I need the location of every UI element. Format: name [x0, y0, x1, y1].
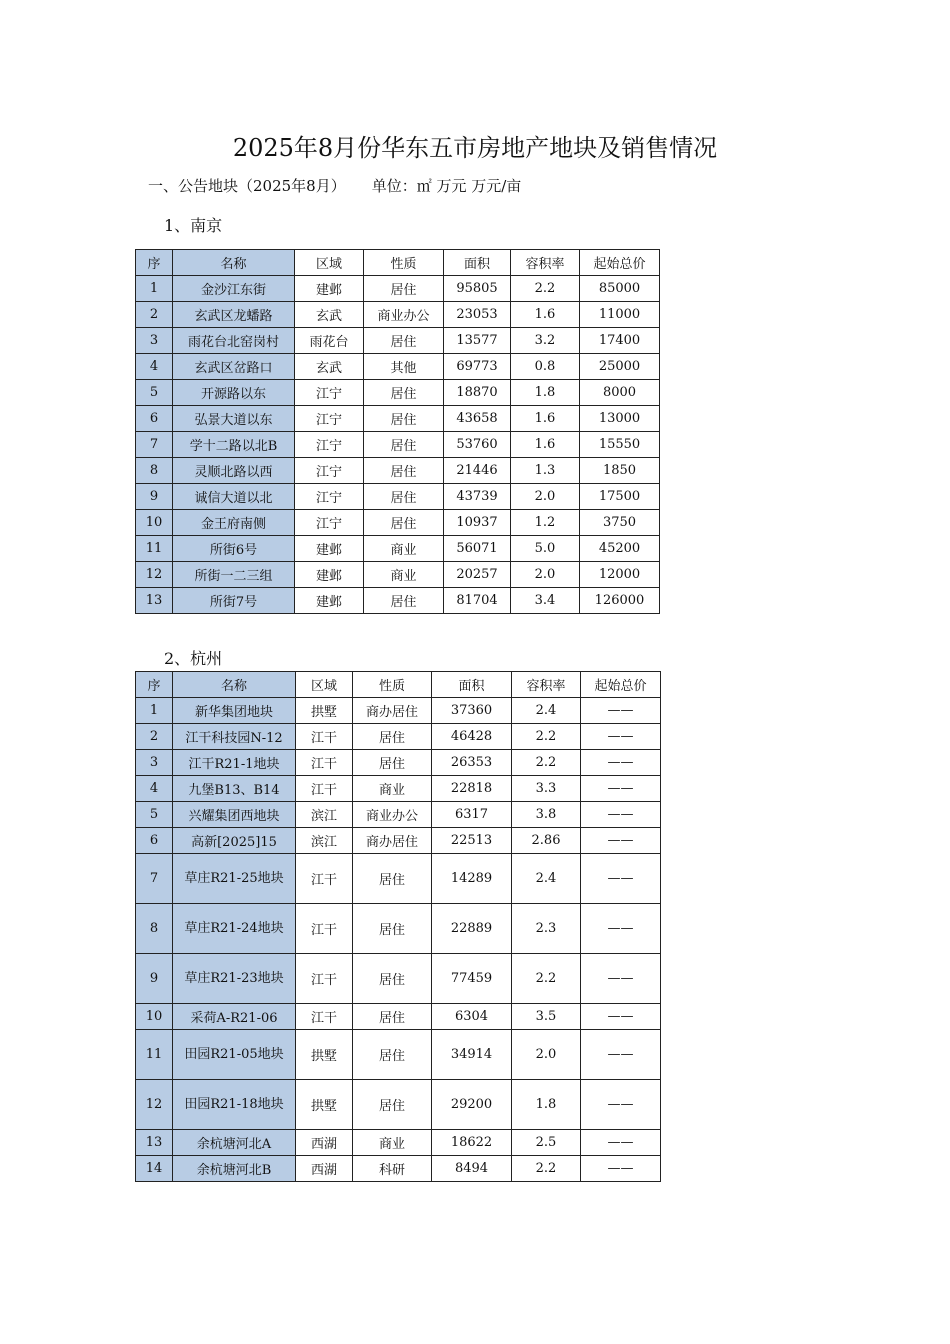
cell-index: 13	[136, 588, 173, 614]
table-row	[136, 750, 661, 776]
cell-area: 6304	[432, 1004, 512, 1030]
header-type: 性质	[364, 250, 444, 276]
cell-area: 34914	[432, 1030, 512, 1080]
hangzhou-land-table	[135, 671, 661, 1182]
cell-plot-ratio: 2.0	[512, 1030, 581, 1080]
cell-start-price: 12000	[580, 562, 660, 588]
cell-name: 所街7号	[173, 588, 295, 614]
table-row	[136, 536, 660, 562]
cell-type: 居住	[364, 328, 444, 354]
cell-plot-ratio: 3.5	[512, 1004, 581, 1030]
cell-start-price: ——	[581, 1130, 661, 1156]
cell-district: 江宁	[295, 380, 364, 406]
cell-start-price: ——	[581, 724, 661, 750]
cell-type: 居住	[353, 854, 432, 904]
cell-start-price: 45200	[580, 536, 660, 562]
cell-type: 居住	[364, 406, 444, 432]
cell-type: 居住	[353, 1080, 432, 1130]
cell-plot-ratio: 2.2	[512, 954, 581, 1004]
cell-name: 田园R21-18地块	[173, 1080, 296, 1130]
cell-index: 13	[136, 1130, 173, 1156]
cell-district: 江干	[296, 724, 353, 750]
cell-type: 居住	[364, 276, 444, 302]
cell-district: 雨花台	[295, 328, 364, 354]
cell-area: 22513	[432, 828, 512, 854]
cell-start-price: 8000	[580, 380, 660, 406]
header-plot-ratio: 容积率	[512, 672, 581, 698]
cell-start-price: ——	[581, 1156, 661, 1182]
cell-name: 玄武区龙蟠路	[173, 302, 295, 328]
header-start-price: 起始总价	[581, 672, 661, 698]
page-title: 2025年8月份华东五市房地产地块及销售情况	[232, 134, 718, 162]
cell-start-price: ——	[581, 1030, 661, 1080]
cell-area: 77459	[432, 954, 512, 1004]
table-row	[136, 776, 661, 802]
table-row	[136, 1030, 661, 1080]
cell-district: 拱墅	[296, 698, 353, 724]
cell-type: 居住	[353, 954, 432, 1004]
nanjing-land-table	[135, 249, 660, 614]
cell-start-price: 126000	[580, 588, 660, 614]
cell-name: 江干科技园N-12	[173, 724, 296, 750]
header-start-price: 起始总价	[580, 250, 660, 276]
header-district: 区域	[295, 250, 364, 276]
cell-start-price: ——	[581, 1004, 661, 1030]
cell-name: 玄武区岔路口	[173, 354, 295, 380]
cell-area: 22889	[432, 904, 512, 954]
cell-area: 22818	[432, 776, 512, 802]
table-header-row	[136, 672, 661, 698]
table-row	[136, 562, 660, 588]
cell-district: 江宁	[295, 484, 364, 510]
cell-area: 8494	[432, 1156, 512, 1182]
cell-start-price: 17500	[580, 484, 660, 510]
header-area: 面积	[432, 672, 512, 698]
cell-plot-ratio: 2.3	[512, 904, 581, 954]
table-row	[136, 1004, 661, 1030]
cell-type: 居住	[364, 380, 444, 406]
cell-district: 江干	[296, 750, 353, 776]
cell-district: 玄武	[295, 302, 364, 328]
cell-index: 3	[136, 750, 173, 776]
cell-area: 37360	[432, 698, 512, 724]
cell-start-price: ——	[581, 750, 661, 776]
cell-name: 诚信大道以北	[173, 484, 295, 510]
cell-name: 开源路以东	[173, 380, 295, 406]
cell-index: 2	[136, 724, 173, 750]
cell-index: 4	[136, 354, 173, 380]
cell-area: 20257	[444, 562, 511, 588]
cell-start-price: 13000	[580, 406, 660, 432]
cell-type: 商业	[364, 536, 444, 562]
table-header-row	[136, 250, 660, 276]
cell-plot-ratio: 2.0	[511, 484, 580, 510]
cell-name: 金王府南侧	[173, 510, 295, 536]
table-row	[136, 510, 660, 536]
table-row	[136, 458, 660, 484]
cell-district: 江干	[296, 954, 353, 1004]
cell-area: 43658	[444, 406, 511, 432]
cell-type: 商业办公	[364, 302, 444, 328]
cell-type: 居住	[353, 750, 432, 776]
cell-plot-ratio: 3.8	[512, 802, 581, 828]
cell-plot-ratio: 1.6	[511, 302, 580, 328]
cell-start-price: ——	[581, 904, 661, 954]
cell-area: 26353	[432, 750, 512, 776]
cell-name: 草庄R21-25地块	[173, 854, 296, 904]
subtitle-unit: 单位：㎡ 万元 万元/亩	[371, 177, 522, 195]
cell-index: 2	[136, 302, 173, 328]
cell-start-price: ——	[581, 802, 661, 828]
table-row	[136, 588, 660, 614]
cell-name: 所街一二三组	[173, 562, 295, 588]
cell-name: 余杭塘河北B	[173, 1156, 296, 1182]
table-row	[136, 724, 661, 750]
cell-name: 雨花台北窑岗村	[173, 328, 295, 354]
cell-name: 高新[2025]15	[173, 828, 296, 854]
cell-district: 西湖	[296, 1156, 353, 1182]
cell-plot-ratio: 1.2	[511, 510, 580, 536]
cell-start-price: 85000	[580, 276, 660, 302]
cell-name: 草庄R21-24地块	[173, 904, 296, 954]
cell-district: 江宁	[295, 432, 364, 458]
cell-start-price: 17400	[580, 328, 660, 354]
cell-area: 6317	[432, 802, 512, 828]
cell-index: 11	[136, 536, 173, 562]
cell-area: 13577	[444, 328, 511, 354]
table-row	[136, 276, 660, 302]
cell-index: 5	[136, 802, 173, 828]
cell-type: 居住	[353, 904, 432, 954]
cell-index: 12	[136, 1080, 173, 1130]
cell-start-price: ——	[581, 954, 661, 1004]
cell-name: 九堡B13、B14	[173, 776, 296, 802]
cell-area: 18622	[432, 1130, 512, 1156]
table-row	[136, 328, 660, 354]
cell-start-price: 1850	[580, 458, 660, 484]
cell-type: 居住	[364, 484, 444, 510]
cell-start-price: ——	[581, 854, 661, 904]
cell-index: 7	[136, 432, 173, 458]
cell-area: 29200	[432, 1080, 512, 1130]
cell-type: 居住	[353, 1030, 432, 1080]
cell-district: 建邺	[295, 536, 364, 562]
cell-start-price: ——	[581, 1080, 661, 1130]
subtitle-main: 一、公告地块（2025年8月）	[148, 177, 346, 195]
cell-district: 江干	[296, 776, 353, 802]
cell-district: 江干	[296, 1004, 353, 1030]
cell-area: 46428	[432, 724, 512, 750]
cell-plot-ratio: 2.2	[512, 724, 581, 750]
cell-name: 弘景大道以东	[173, 406, 295, 432]
table-row	[136, 1130, 661, 1156]
cell-plot-ratio: 2.2	[512, 750, 581, 776]
cell-index: 8	[136, 458, 173, 484]
header-plot-ratio: 容积率	[511, 250, 580, 276]
cell-start-price: 25000	[580, 354, 660, 380]
header-index: 序	[136, 672, 173, 698]
cell-index: 9	[136, 954, 173, 1004]
cell-index: 10	[136, 510, 173, 536]
cell-type: 商办居住	[353, 698, 432, 724]
hangzhou-heading: 2、杭州	[164, 649, 223, 668]
table-row	[136, 904, 661, 954]
cell-index: 1	[136, 276, 173, 302]
cell-index: 12	[136, 562, 173, 588]
cell-area: 18870	[444, 380, 511, 406]
cell-index: 4	[136, 776, 173, 802]
cell-plot-ratio: 2.2	[512, 1156, 581, 1182]
cell-plot-ratio: 2.2	[511, 276, 580, 302]
cell-area: 21446	[444, 458, 511, 484]
section-subtitle	[148, 176, 521, 196]
cell-plot-ratio: 1.6	[511, 406, 580, 432]
cell-area: 14289	[432, 854, 512, 904]
cell-name: 新华集团地块	[173, 698, 296, 724]
table-row	[136, 802, 661, 828]
header-index: 序	[136, 250, 173, 276]
cell-type: 居住	[364, 510, 444, 536]
cell-name: 江干R21-1地块	[173, 750, 296, 776]
table-row	[136, 406, 660, 432]
cell-plot-ratio: 1.3	[511, 458, 580, 484]
table-row	[136, 1156, 661, 1182]
cell-plot-ratio: 1.6	[511, 432, 580, 458]
table-row	[136, 854, 661, 904]
cell-type: 居住	[353, 724, 432, 750]
cell-name: 所街6号	[173, 536, 295, 562]
cell-district: 滨江	[296, 802, 353, 828]
cell-district: 西湖	[296, 1130, 353, 1156]
cell-area: 69773	[444, 354, 511, 380]
cell-district: 江宁	[295, 406, 364, 432]
cell-index: 10	[136, 1004, 173, 1030]
header-name: 名称	[173, 672, 296, 698]
cell-plot-ratio: 2.4	[512, 854, 581, 904]
cell-plot-ratio: 2.86	[512, 828, 581, 854]
cell-type: 商业办公	[353, 802, 432, 828]
cell-type: 居住	[364, 458, 444, 484]
cell-name: 兴耀集团西地块	[173, 802, 296, 828]
table-row	[136, 354, 660, 380]
nanjing-heading: 1、南京	[164, 216, 223, 235]
cell-district: 建邺	[295, 588, 364, 614]
cell-start-price: ——	[581, 698, 661, 724]
cell-type: 居住	[364, 588, 444, 614]
cell-index: 9	[136, 484, 173, 510]
cell-district: 江宁	[295, 510, 364, 536]
cell-type: 其他	[364, 354, 444, 380]
cell-plot-ratio: 2.0	[511, 562, 580, 588]
cell-plot-ratio: 2.5	[512, 1130, 581, 1156]
cell-index: 14	[136, 1156, 173, 1182]
cell-plot-ratio: 1.8	[512, 1080, 581, 1130]
cell-type: 商业	[364, 562, 444, 588]
cell-index: 1	[136, 698, 173, 724]
cell-area: 56071	[444, 536, 511, 562]
cell-plot-ratio: 0.8	[511, 354, 580, 380]
cell-plot-ratio: 5.0	[511, 536, 580, 562]
cell-start-price: ——	[581, 776, 661, 802]
cell-type: 居住	[353, 1004, 432, 1030]
cell-district: 江干	[296, 904, 353, 954]
cell-index: 3	[136, 328, 173, 354]
cell-index: 6	[136, 828, 173, 854]
table-row	[136, 380, 660, 406]
cell-district: 拱墅	[296, 1030, 353, 1080]
cell-name: 草庄R21-23地块	[173, 954, 296, 1004]
table-row	[136, 828, 661, 854]
cell-district: 江宁	[295, 458, 364, 484]
cell-area: 81704	[444, 588, 511, 614]
table-row	[136, 432, 660, 458]
cell-start-price: 11000	[580, 302, 660, 328]
header-name: 名称	[173, 250, 295, 276]
cell-name: 采荷A-R21-06	[173, 1004, 296, 1030]
cell-area: 95805	[444, 276, 511, 302]
cell-district: 玄武	[295, 354, 364, 380]
cell-plot-ratio: 3.2	[511, 328, 580, 354]
table-row	[136, 698, 661, 724]
cell-district: 建邺	[295, 562, 364, 588]
header-district: 区域	[296, 672, 353, 698]
cell-name: 学十二路以北B	[173, 432, 295, 458]
cell-type: 商业	[353, 1130, 432, 1156]
cell-name: 金沙江东街	[173, 276, 295, 302]
cell-name: 余杭塘河北A	[173, 1130, 296, 1156]
cell-district: 建邺	[295, 276, 364, 302]
header-area: 面积	[444, 250, 511, 276]
header-type: 性质	[353, 672, 432, 698]
cell-area: 10937	[444, 510, 511, 536]
cell-start-price: 15550	[580, 432, 660, 458]
cell-start-price: ——	[581, 828, 661, 854]
cell-name: 田园R21-05地块	[173, 1030, 296, 1080]
table-row	[136, 302, 660, 328]
cell-type: 商办居住	[353, 828, 432, 854]
cell-name: 灵顺北路以西	[173, 458, 295, 484]
cell-type: 商业	[353, 776, 432, 802]
table-row	[136, 484, 660, 510]
cell-index: 5	[136, 380, 173, 406]
cell-index: 7	[136, 854, 173, 904]
cell-plot-ratio: 2.4	[512, 698, 581, 724]
table-row	[136, 954, 661, 1004]
cell-district: 滨江	[296, 828, 353, 854]
cell-area: 43739	[444, 484, 511, 510]
cell-area: 53760	[444, 432, 511, 458]
cell-index: 11	[136, 1030, 173, 1080]
cell-plot-ratio: 3.4	[511, 588, 580, 614]
cell-start-price: 3750	[580, 510, 660, 536]
cell-index: 8	[136, 904, 173, 954]
cell-type: 科研	[353, 1156, 432, 1182]
cell-index: 6	[136, 406, 173, 432]
cell-type: 居住	[364, 432, 444, 458]
cell-district: 江干	[296, 854, 353, 904]
table-row	[136, 1080, 661, 1130]
cell-plot-ratio: 1.8	[511, 380, 580, 406]
cell-district: 拱墅	[296, 1080, 353, 1130]
cell-plot-ratio: 3.3	[512, 776, 581, 802]
cell-area: 23053	[444, 302, 511, 328]
